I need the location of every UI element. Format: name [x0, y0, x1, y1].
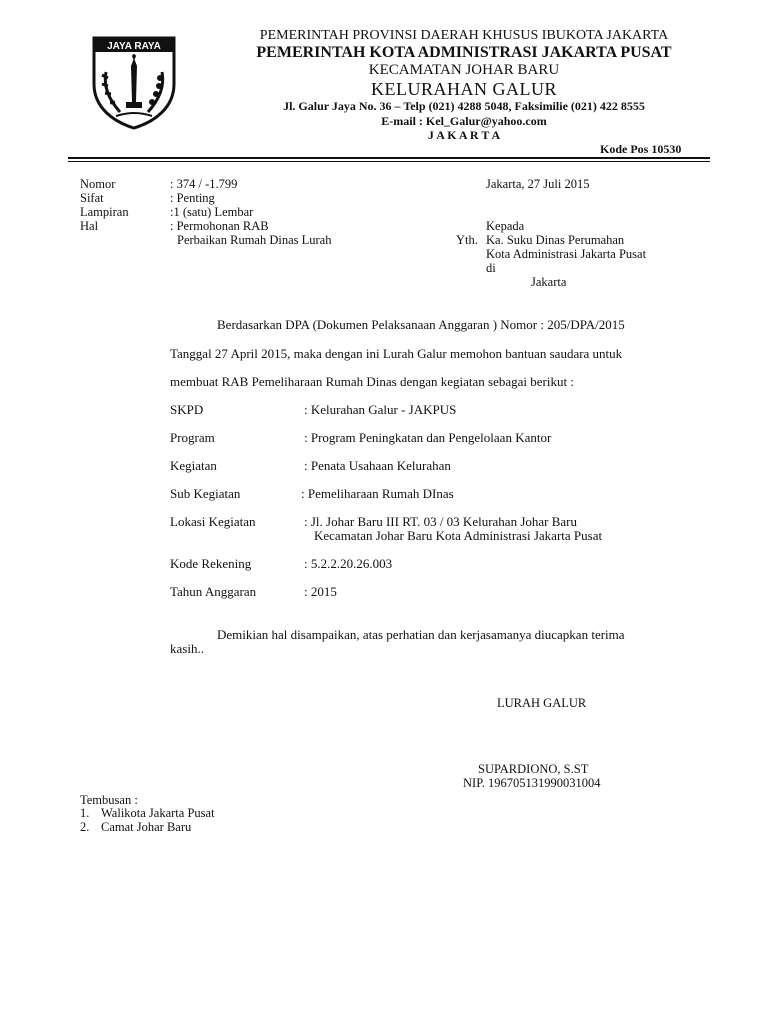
skpd-value: : Kelurahan Galur - JAKPUS — [304, 402, 457, 417]
sub-kegiatan-label: Sub Kegiatan — [170, 486, 241, 501]
closing-line2: kasih.. — [170, 641, 204, 656]
tahun-label: Tahun Anggaran — [170, 584, 257, 599]
jaya-raya-emblem — [86, 32, 182, 130]
recipient-line1: Ka. Suku Dinas Perumahan — [486, 233, 625, 247]
hal-label: Hal — [80, 219, 99, 233]
recipient-city: Jakarta — [531, 275, 567, 289]
postal-code: Kode Pos 10530 — [600, 142, 682, 156]
program-value: : Program Peningkatan dan Pengelolaan Kantor — [304, 430, 552, 445]
letterhead-city: J A K A R T A — [427, 128, 501, 142]
body-paragraph-line1: Berdasarkan DPA (Dokumen Pelaksanaan Anggaran ) Nomor : 205/DPA/2015 — [217, 317, 625, 332]
signatory-nip: NIP. 196705131990031004 — [463, 776, 601, 790]
sub-kegiatan-value: : Pemeliharaan Rumah DInas — [301, 486, 454, 501]
letterhead-rule-thin — [68, 161, 710, 162]
lokasi-label: Lokasi Kegiatan — [170, 514, 256, 529]
closing-line1: Demikian hal disampaikan, atas perhatian dan kerjasamanya diucapkan terima — [217, 627, 625, 642]
sifat-label: Sifat — [80, 191, 104, 205]
rekening-label: Kode Rekening — [170, 556, 252, 571]
letterhead-line1: PEMERINTAH PROVINSI DAERAH KHUSUS IBUKOTA JAKARTA — [259, 28, 669, 43]
letterhead-address: Jl. Galur Jaya No. 36 – Telp (021) 4288 5048, Faksimilie (021) 422 8555 — [283, 99, 645, 113]
skpd-label: SKPD — [170, 402, 204, 417]
signatory-name: SUPARDIONO, S.ST — [478, 762, 589, 776]
lampiran-label: Lampiran — [80, 205, 129, 219]
letterhead-line4: KELURAHAN GALUR — [371, 79, 557, 99]
letterhead-line2: PEMERINTAH KOTA ADMINISTRASI JAKARTA PUSAT — [256, 44, 672, 61]
lokasi-value: : Jl. Johar Baru III RT. 03 / 03 Kelurahan Johar Baru — [304, 514, 577, 529]
kegiatan-label: Kegiatan — [170, 458, 217, 473]
lampiran-value: :1 (satu) Lembar — [170, 205, 254, 219]
nomor-value: : 374 / -1.799 — [170, 177, 238, 191]
rekening-value: : 5.2.2.20.26.003 — [304, 556, 393, 571]
svg-text:JAYA RAYA: JAYA RAYA — [107, 41, 161, 52]
tahun-value: : 2015 — [304, 584, 337, 599]
hal-value-cont: Perbaikan Rumah Dinas Lurah — [177, 233, 332, 247]
sifat-value: : Penting — [170, 191, 215, 205]
cc-item-number: 2. — [80, 820, 90, 834]
cc-item-number: 1. — [80, 806, 90, 820]
lokasi-value-cont: Kecamatan Johar Baru Kota Administrasi Jakarta Pusat — [314, 528, 603, 543]
program-label: Program — [170, 430, 215, 445]
recipient-di: di — [486, 261, 496, 275]
letterhead-rule-thick — [68, 157, 710, 159]
letterhead-email: E-mail : Kel_Galur@yahoo.com — [381, 114, 547, 128]
cc-label: Tembusan : — [80, 793, 138, 807]
signatory-title: LURAH GALUR — [497, 696, 587, 710]
kegiatan-value: : Penata Usahaan Kelurahan — [304, 458, 451, 473]
cc-item: Walikota Jakarta Pusat — [101, 806, 215, 820]
recipient-line2: Kota Administrasi Jakarta Pusat — [486, 247, 647, 261]
nomor-label: Nomor — [80, 177, 116, 191]
recipient-yth: Yth. — [456, 233, 478, 247]
cc-item: Camat Johar Baru — [101, 820, 192, 834]
body-paragraph-line2: Tanggal 27 April 2015, maka dengan ini Lurah Galur memohon bantuan saudara untuk — [170, 346, 623, 361]
body-paragraph-line3: membuat RAB Pemeliharaan Rumah Dinas dengan kegiatan sebagai berikut : — [170, 374, 574, 389]
letterhead-line3: KECAMATAN JOHAR BARU — [368, 62, 560, 78]
letter-date: Jakarta, 27 Juli 2015 — [486, 177, 590, 191]
hal-value: : Permohonan RAB — [170, 219, 269, 233]
recipient-kepada: Kepada — [486, 219, 525, 233]
